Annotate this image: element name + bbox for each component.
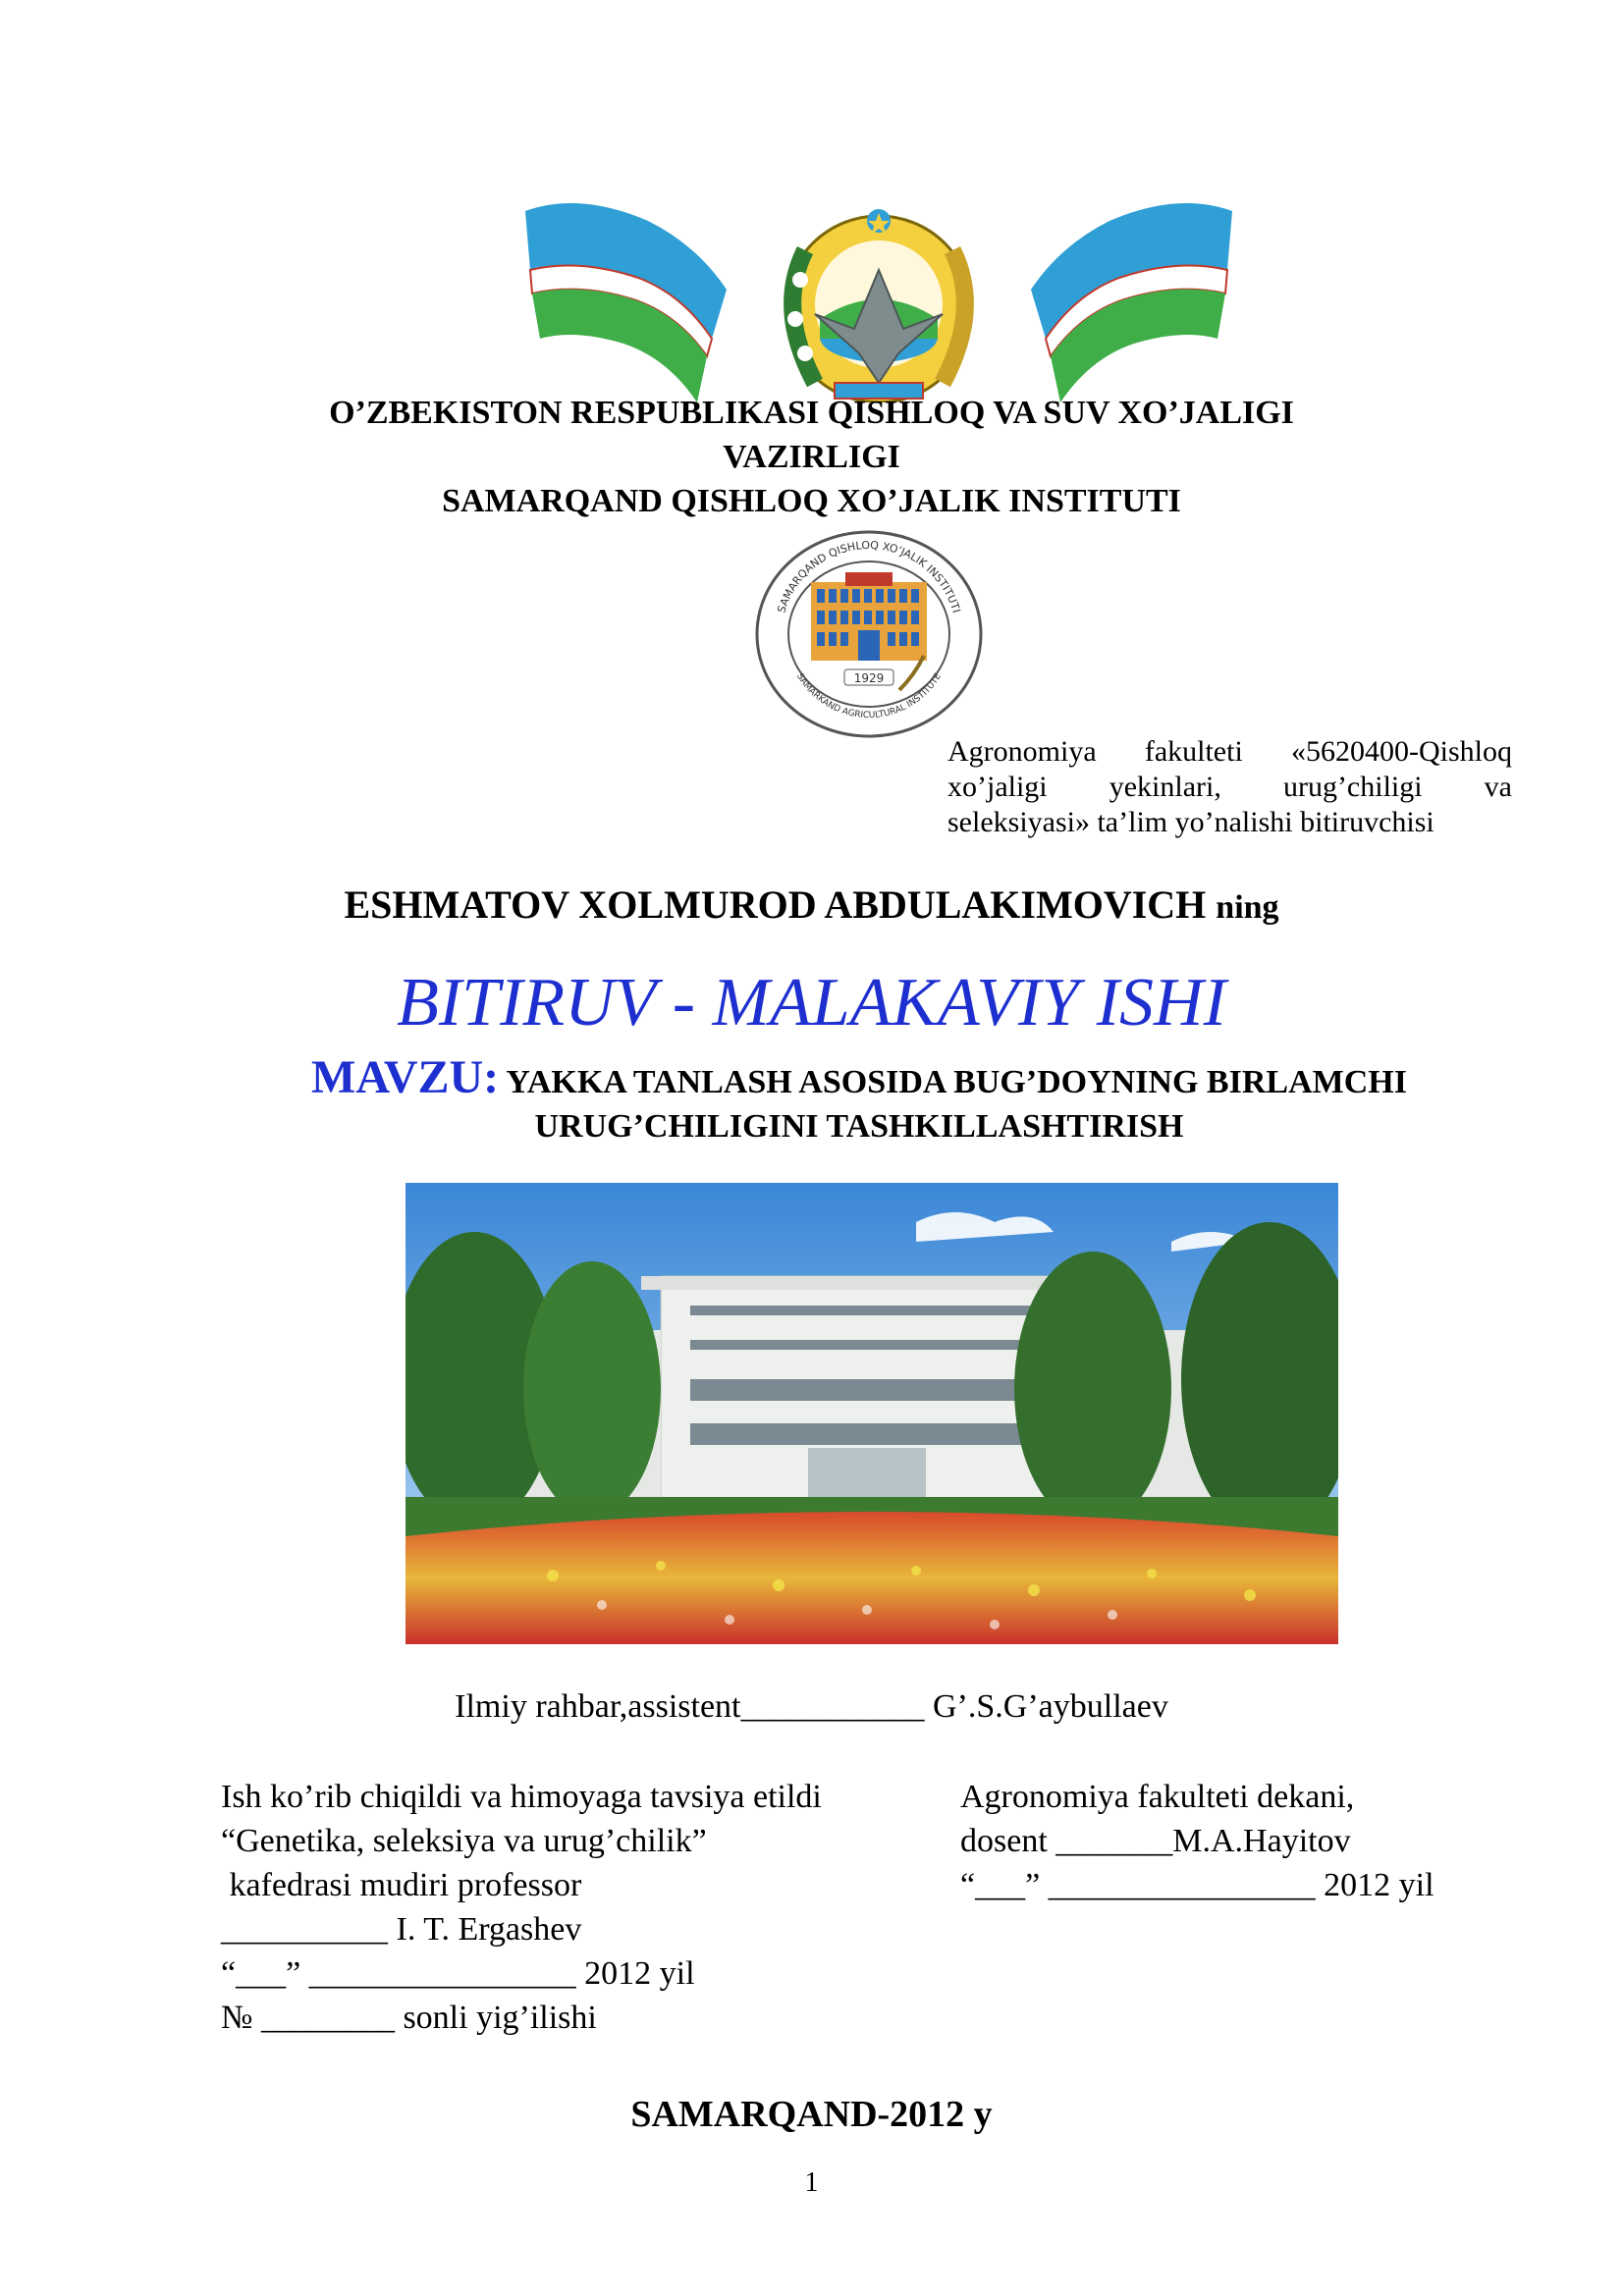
ministry-line-1: O’ZBEKISTON RESPUBLIKASI QISHLOQ VA SUV XO’JALIGI <box>329 395 1294 431</box>
city-year: SAMARQAND-2012 y <box>630 2094 993 2135</box>
institute-seal-logo <box>752 528 986 739</box>
topic-block <box>196 1051 1522 1148</box>
dean-line-2: dosent _______M.A.Hayitov <box>960 1823 1351 1859</box>
institute-name: SAMARQAND QISHLOQ XO’JALIK INSTITUTI <box>442 483 1181 519</box>
topic-line-1: YAKKA TANLASH ASOSIDA BUG’DOYNING BIRLAMCHI <box>506 1064 1407 1100</box>
faculty-line-3: seleksiyasi» ta’lim yo’nalishi bitiruvchisi <box>947 806 1434 838</box>
faculty-line-2: xo’jaligi yekinlari, urug’chiligi va <box>947 771 1512 803</box>
faculty-line-1: Agronomiya fakulteti «5620400-Qishloq <box>947 735 1512 768</box>
student-name: ESHMATOV XOLMUROD ABDULAKIMOVICH <box>344 882 1207 927</box>
state-emblem <box>520 191 1237 402</box>
seal-top-text: SAMARQAND QISHLOQ XO’JALIK INSTITUTI <box>775 538 963 614</box>
page-number: 1 <box>804 2167 819 2198</box>
topic-line-2: URUG’CHILIGINI TASHKILLASHTIRISH <box>534 1108 1184 1145</box>
faculty-description <box>947 734 1512 840</box>
review-block <box>221 1775 947 2040</box>
supervisor-line: Ilmiy rahbar,assistent___________ G’.S.G’aybullaev <box>455 1688 1168 1725</box>
ministry-heading <box>196 391 1427 523</box>
dean-line-1: Agronomiya fakulteti dekani, <box>960 1779 1355 1815</box>
seal-bottom-text: SAMARKAND AGRICULTURAL INSTITUTE <box>794 671 944 721</box>
topic-label: MAVZU: <box>311 1051 500 1103</box>
work-title: BITIRUV - MALAKAVIY ISHI <box>397 965 1226 1041</box>
dean-line-3: “___” ________________ 2012 yil <box>960 1867 1434 1903</box>
student-name-suffix: ning <box>1216 889 1279 926</box>
review-line-6: № ________ sonli yig’ilishi <box>221 2000 597 2036</box>
ministry-line-2: VAZIRLIGI <box>723 439 900 475</box>
review-line-4: __________ I. T. Ergashev <box>221 1911 582 1948</box>
seal-year: 1929 <box>853 671 885 685</box>
campus-photo <box>406 1183 1338 1644</box>
dean-block <box>960 1775 1559 1907</box>
student-name-line <box>196 881 1427 928</box>
review-line-2: “Genetika, seleksiya va urug’chilik” <box>221 1823 707 1859</box>
review-line-1: Ish ko’rib chiqildi va himoyaga tavsiya etildi <box>221 1779 822 1815</box>
review-line-3: kafedrasi mudiri professor <box>221 1867 582 1903</box>
review-line-5: “___” ________________ 2012 yil <box>221 1955 695 1992</box>
